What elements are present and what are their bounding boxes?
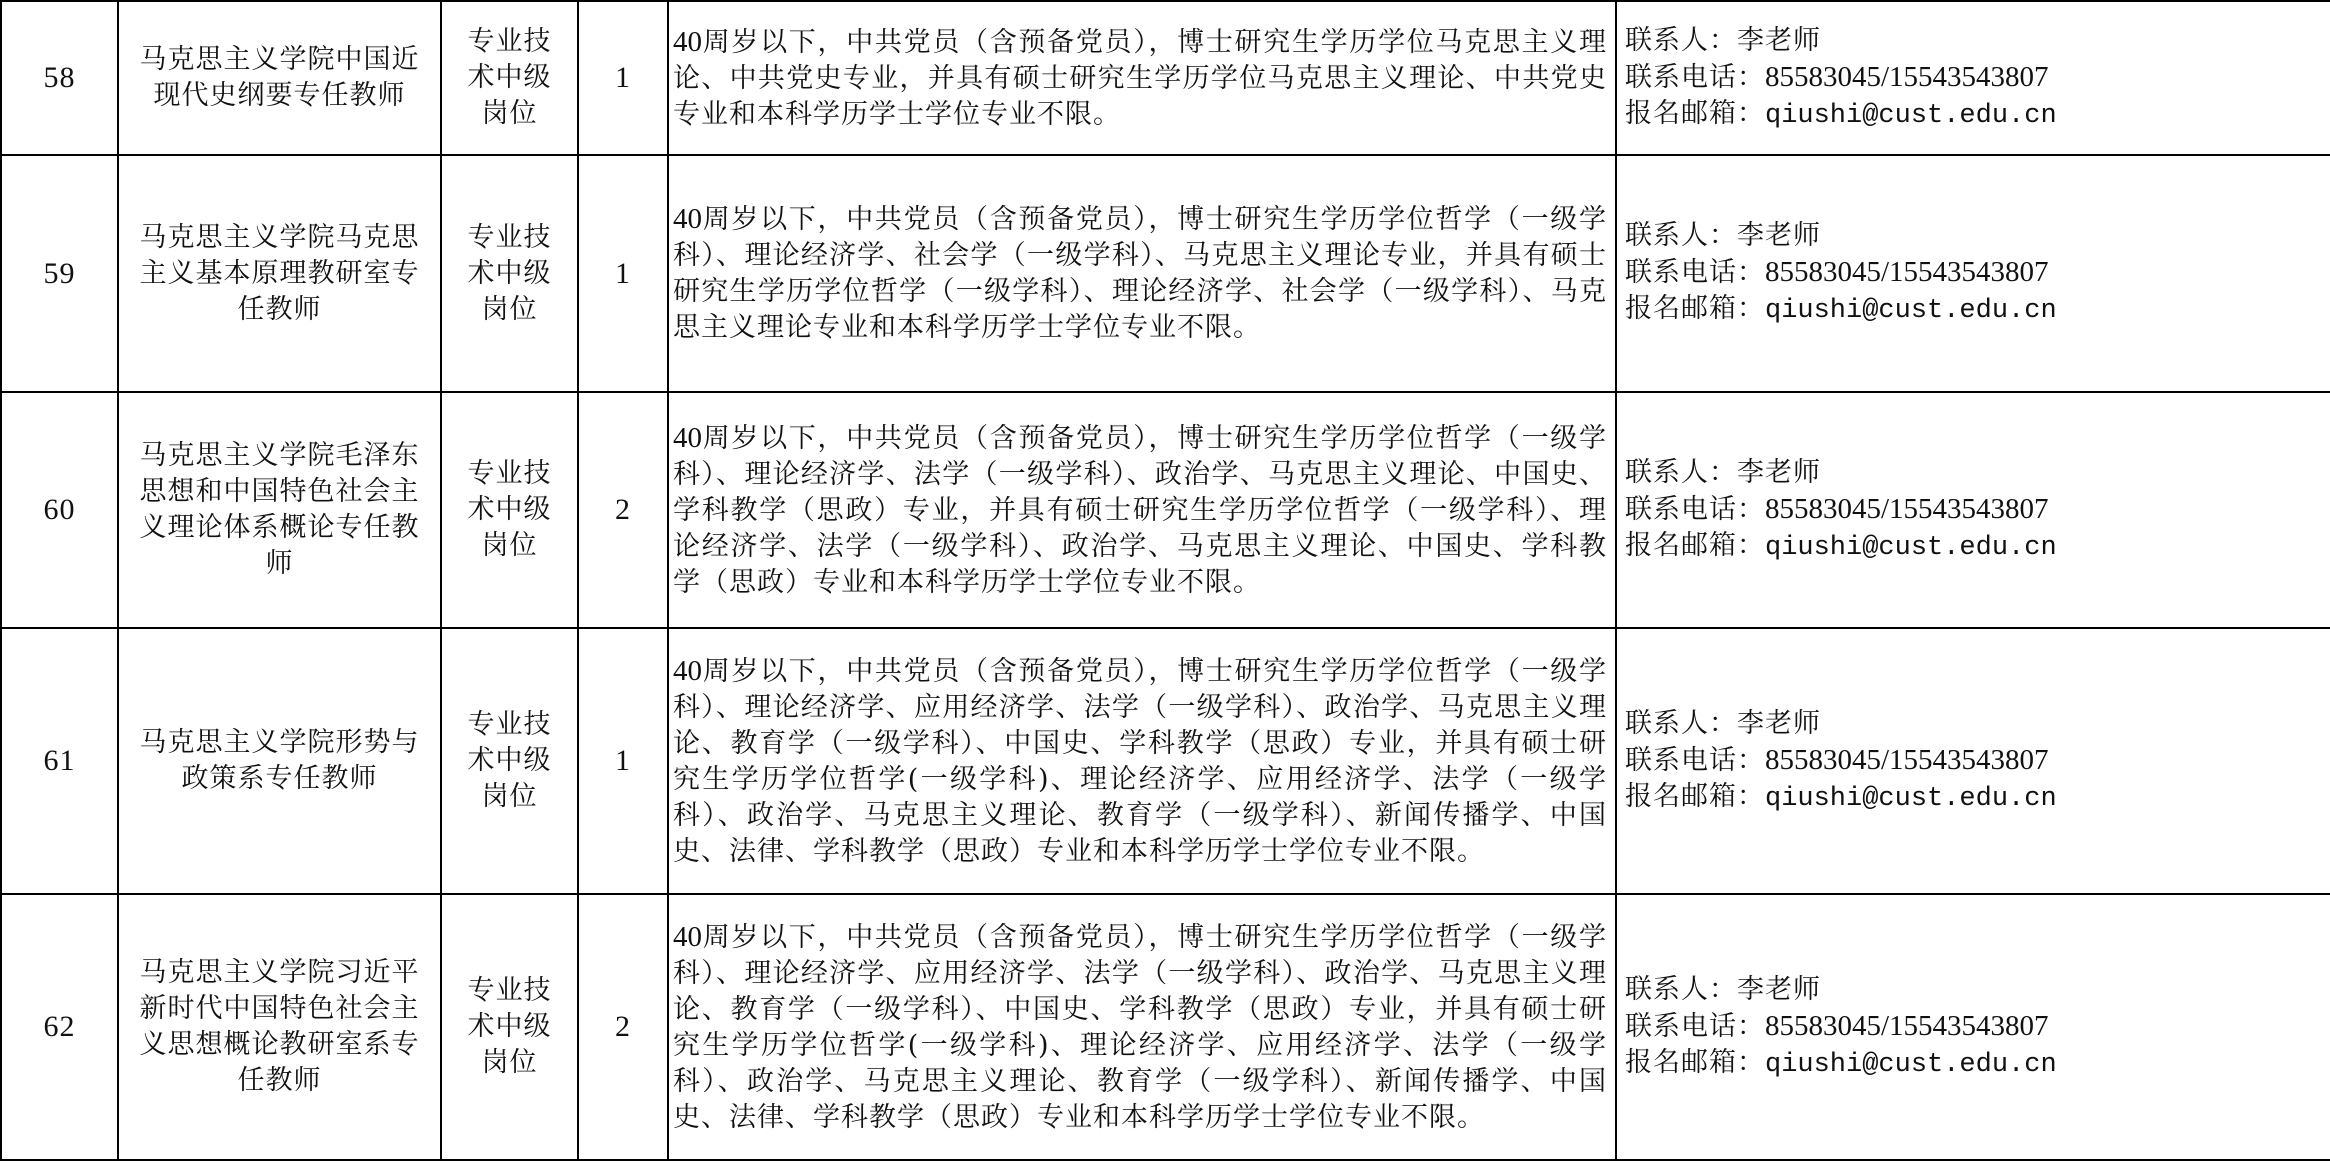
- contact-person: 联系人：李老师: [1625, 24, 1821, 56]
- contact-phone-line: [1625, 742, 2322, 779]
- contact-person: 联系人：李老师: [1625, 973, 1821, 1005]
- contact-cell: [1616, 392, 2330, 628]
- position-category: 专业技术中级岗位: [441, 628, 578, 894]
- contact-phone-line: [1625, 1008, 2322, 1045]
- age-limit: 40: [673, 203, 702, 235]
- row-number: 59: [1, 155, 118, 392]
- contact-phone-line: [1625, 491, 2322, 528]
- position-name: 马克思主义学院毛泽东思想和中国特色社会主义理论体系概论专任教师: [118, 392, 441, 628]
- requirements-text: 周岁以下，中共党员（含预备党员），博士研究生学历学位哲学（一级学科）、理论经济学、社会学（一级学科）、马克思主义理论专业，并具有硕士研究生学历学位哲学（一级学科）、理论经济学、社会学（一级学科）、马克思主义理论专业和本科学历学士学位专业不限。: [673, 204, 1607, 343]
- table-row: [1, 155, 2330, 392]
- age-limit: 40: [673, 920, 702, 953]
- hiring-count: 1: [578, 628, 668, 894]
- contact-person: 联系人：李老师: [1625, 707, 1821, 739]
- position-category: 专业技术中级岗位: [441, 392, 578, 628]
- contact-phone-label: 联系电话：: [1625, 257, 1765, 288]
- requirements-text: 周岁以下，中共党员（含预备党员），博士研究生学历学位哲学（一级学科）、理论经济学、法学（一级学科）、政治学、马克思主义理论、中国史、学科教学（思政）专业，并具有硕士研究生学历学位哲学（一级学科）、理论经济学、法学（一级学科）、政治学、马克思主义理论、中国史、学科教学（思政）专业和本科学历学士学位专业不限。: [673, 422, 1607, 598]
- table-row: [1, 392, 2330, 628]
- hiring-count: 1: [578, 155, 668, 392]
- row-number: 62: [1, 894, 118, 1160]
- requirements-cell: [668, 392, 1616, 628]
- hiring-count: 2: [578, 894, 668, 1160]
- requirements-cell: [668, 1, 1616, 155]
- contact-email: qiushi@cust.edu.cn: [1765, 532, 2057, 563]
- contact-email-line: [1625, 779, 2322, 817]
- contact-email: qiushi@cust.edu.cn: [1765, 100, 2057, 131]
- row-number: 61: [1, 628, 118, 894]
- position-category: 专业技术中级岗位: [441, 155, 578, 392]
- position-name: 马克思主义学院形势与政策系专任教师: [118, 628, 441, 894]
- table-row: [1, 628, 2330, 894]
- contact-email-label: 报名邮箱：: [1625, 529, 1765, 561]
- hiring-count: 1: [578, 1, 668, 155]
- row-number: 58: [1, 1, 118, 155]
- position-name: 马克思主义学院马克思主义基本原理教研室专任教师: [118, 155, 441, 392]
- contact-phone: 85583045/15543543807: [1765, 743, 2049, 776]
- requirements-text: 周岁以下，中共党员（含预备党员），博士研究生学历学位马克思主义理论、中共党史专业，并具有硕士研究生学历学位马克思主义理论、中共党史专业和本科学历学士学位专业不限。: [673, 26, 1607, 130]
- contact-email: qiushi@cust.edu.cn: [1765, 783, 2057, 814]
- contact-email-line: [1625, 96, 2322, 134]
- contact-cell: [1616, 155, 2330, 392]
- age-limit: 40: [673, 654, 702, 687]
- position-name: 马克思主义学院习近平新时代中国特色社会主义思想概论教研室系专任教师: [118, 894, 441, 1160]
- contact-phone-label: 联系电话：: [1625, 61, 1765, 93]
- contact-email-label: 报名邮箱：: [1625, 293, 1765, 324]
- contact-phone: 85583045/15543543807: [1765, 60, 2049, 93]
- contact-cell: [1616, 628, 2330, 894]
- contact-email-line: [1625, 1045, 2322, 1083]
- contact-person: 联系人：李老师: [1625, 220, 1821, 251]
- contact-email-label: 报名邮箱：: [1625, 1046, 1765, 1078]
- contact-email: qiushi@cust.edu.cn: [1765, 296, 2057, 326]
- contact-email: qiushi@cust.edu.cn: [1765, 1049, 2057, 1080]
- contact-phone: 85583045/15543543807: [1765, 1009, 2049, 1042]
- contact-cell: [1616, 1, 2330, 155]
- requirements-cell: [668, 155, 1616, 392]
- row-number: 60: [1, 392, 118, 628]
- contact-email-label: 报名邮箱：: [1625, 780, 1765, 812]
- contact-phone-label: 联系电话：: [1625, 493, 1765, 525]
- requirements-text: 周岁以下，中共党员（含预备党员），博士研究生学历学位哲学（一级学科）、理论经济学、应用经济学、法学（一级学科）、政治学、马克思主义理论、教育学（一级学科）、中国史、学科教学（思政）专业，并具有硕士研究生学历学位哲学(一级学科)、理论经济学、应用经济学、法学（一级学科）、政治学、马克思主义理论、教育学（一级学科）、新闻传播学、中国史、法律、学科教学（思政）专业和本科学历学士学位专业不限。: [673, 655, 1607, 867]
- contact-phone-line: [1625, 59, 2322, 96]
- requirements-cell: [668, 894, 1616, 1160]
- contact-cell: [1616, 894, 2330, 1160]
- contact-person: 联系人：李老师: [1625, 456, 1821, 488]
- contact-email-label: 报名邮箱：: [1625, 97, 1765, 129]
- contact-phone: 85583045/15543543807: [1765, 256, 2049, 288]
- table-row: [1, 894, 2330, 1160]
- position-category: 专业技术中级岗位: [441, 1, 578, 155]
- age-limit: 40: [673, 421, 702, 454]
- age-limit: 40: [673, 25, 702, 58]
- contact-phone: 85583045/15543543807: [1765, 492, 2049, 525]
- contact-phone-label: 联系电话：: [1625, 744, 1765, 776]
- requirements-text: 周岁以下，中共党员（含预备党员），博士研究生学历学位哲学（一级学科）、理论经济学、应用经济学、法学（一级学科）、政治学、马克思主义理论、教育学（一级学科）、中国史、学科教学（思政）专业，并具有硕士研究生学历学位哲学(一级学科)、理论经济学、应用经济学、法学（一级学科）、政治学、马克思主义理论、教育学（一级学科）、新闻传播学、中国史、法律、学科教学（思政）专业和本科学历学士学位专业不限。: [673, 921, 1607, 1133]
- contact-email-line: [1625, 291, 2322, 329]
- contact-phone-label: 联系电话：: [1625, 1010, 1765, 1042]
- hiring-count: 2: [578, 392, 668, 628]
- contact-phone-line: [1625, 254, 2322, 291]
- position-name: 马克思主义学院中国近现代史纲要专任教师: [118, 1, 441, 155]
- table-row: [1, 1, 2330, 155]
- requirements-cell: [668, 628, 1616, 894]
- position-category: 专业技术中级岗位: [441, 894, 578, 1160]
- contact-email-line: [1625, 528, 2322, 566]
